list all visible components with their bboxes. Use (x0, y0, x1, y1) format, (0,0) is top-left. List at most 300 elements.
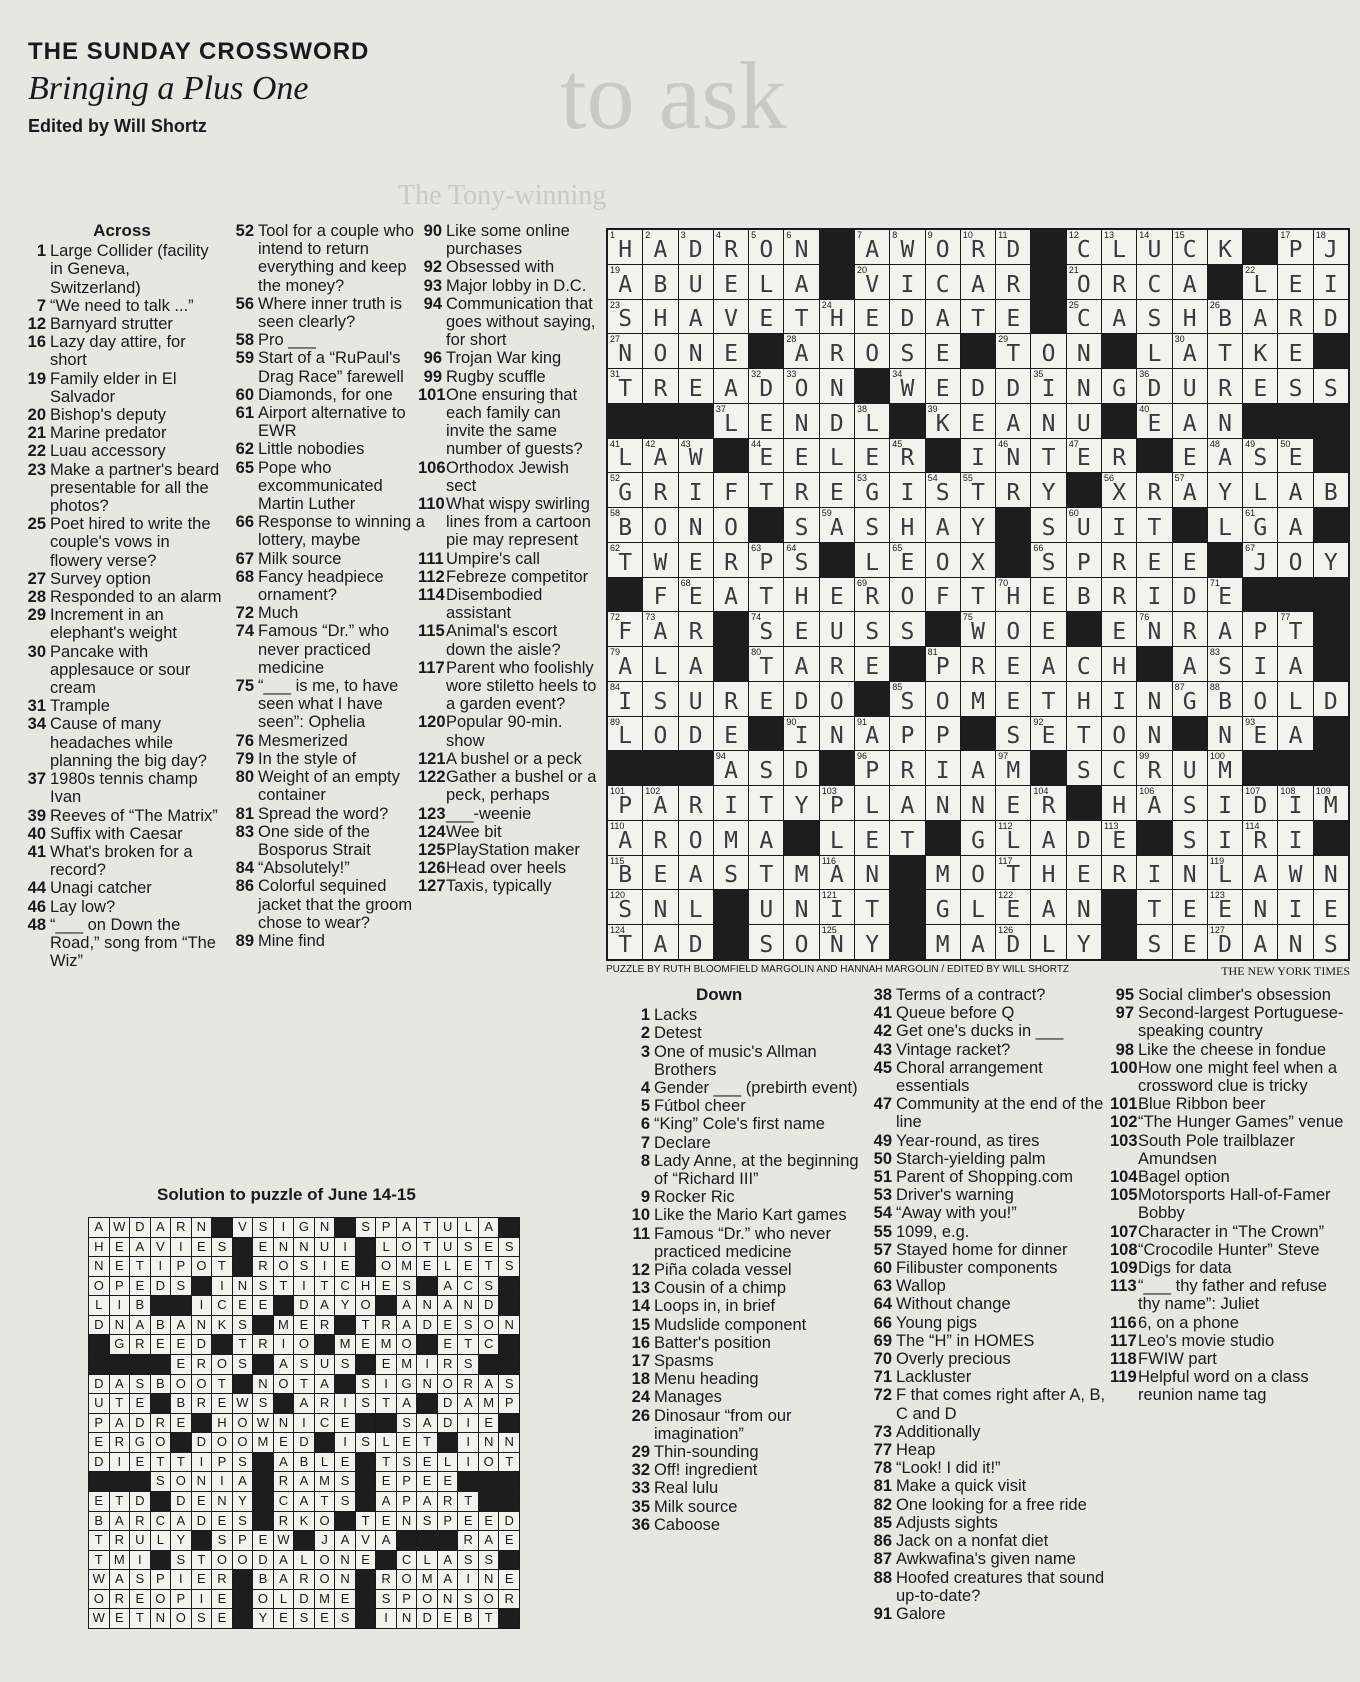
grid-cell[interactable] (1067, 890, 1101, 924)
grid-cell[interactable] (1314, 230, 1348, 264)
grid-cell[interactable] (679, 300, 713, 334)
grid-cell[interactable] (749, 751, 783, 785)
grid-cell[interactable] (608, 856, 642, 890)
grid-cell[interactable] (608, 890, 642, 924)
grid-cell[interactable] (608, 647, 642, 681)
grid-cell[interactable] (1137, 786, 1171, 820)
grid-cell[interactable] (1278, 369, 1312, 403)
grid-cell[interactable] (784, 473, 818, 507)
grid-cell[interactable] (1102, 786, 1136, 820)
grid-cell[interactable] (1314, 543, 1348, 577)
grid-cell[interactable] (961, 543, 995, 577)
grid-cell[interactable] (926, 786, 960, 820)
grid-cell[interactable] (784, 334, 818, 368)
grid-cell[interactable] (855, 334, 889, 368)
grid-cell[interactable] (784, 682, 818, 716)
grid-cell[interactable] (926, 404, 960, 438)
grid-cell[interactable] (679, 856, 713, 890)
grid-cell[interactable] (1031, 508, 1065, 542)
grid-cell[interactable] (643, 543, 677, 577)
grid-cell[interactable] (749, 369, 783, 403)
grid-cell[interactable] (784, 369, 818, 403)
grid-cell[interactable] (1102, 717, 1136, 751)
grid-cell[interactable] (996, 890, 1030, 924)
grid-cell[interactable] (926, 265, 960, 299)
grid-cell[interactable] (1208, 300, 1242, 334)
grid-cell[interactable] (1173, 578, 1207, 612)
grid-cell[interactable] (1173, 404, 1207, 438)
grid-cell[interactable] (820, 856, 854, 890)
grid-cell[interactable] (1173, 300, 1207, 334)
grid-cell[interactable] (1137, 612, 1171, 646)
grid-cell[interactable] (1208, 404, 1242, 438)
grid-cell[interactable] (679, 821, 713, 855)
grid-cell[interactable] (643, 369, 677, 403)
grid-cell[interactable] (1137, 265, 1171, 299)
grid-cell[interactable] (961, 404, 995, 438)
grid-cell[interactable] (714, 230, 748, 264)
grid-cell[interactable] (961, 786, 995, 820)
grid-cell[interactable] (643, 230, 677, 264)
grid-cell[interactable] (1208, 647, 1242, 681)
grid-cell[interactable] (1067, 334, 1101, 368)
grid-cell[interactable] (749, 647, 783, 681)
grid-cell[interactable] (749, 230, 783, 264)
grid-cell[interactable] (1067, 369, 1101, 403)
grid-cell[interactable] (608, 543, 642, 577)
grid-cell[interactable] (1102, 821, 1136, 855)
grid-cell[interactable] (643, 439, 677, 473)
grid-cell[interactable] (714, 300, 748, 334)
grid-cell[interactable] (784, 230, 818, 264)
grid-cell[interactable] (1031, 369, 1065, 403)
grid-cell[interactable] (890, 230, 924, 264)
grid-cell[interactable] (1243, 439, 1277, 473)
grid-cell[interactable] (1137, 578, 1171, 612)
grid-cell[interactable] (608, 821, 642, 855)
grid-cell[interactable] (890, 543, 924, 577)
grid-cell[interactable] (1243, 508, 1277, 542)
grid-cell[interactable] (855, 543, 889, 577)
grid-cell[interactable] (1173, 473, 1207, 507)
grid-cell[interactable] (1067, 543, 1101, 577)
grid-cell[interactable] (1031, 578, 1065, 612)
grid-cell[interactable] (855, 786, 889, 820)
grid-cell[interactable] (820, 578, 854, 612)
grid-cell[interactable] (1031, 439, 1065, 473)
grid-cell[interactable] (1173, 682, 1207, 716)
grid-cell[interactable] (1067, 925, 1101, 959)
grid-cell[interactable] (1208, 786, 1242, 820)
grid-cell[interactable] (679, 578, 713, 612)
grid-cell[interactable] (1243, 612, 1277, 646)
grid-cell[interactable] (714, 508, 748, 542)
grid-cell[interactable] (1173, 439, 1207, 473)
grid-cell[interactable] (1102, 369, 1136, 403)
grid-cell[interactable] (926, 473, 960, 507)
grid-cell[interactable] (1137, 230, 1171, 264)
grid-cell[interactable] (1278, 508, 1312, 542)
grid-cell[interactable] (1031, 786, 1065, 820)
grid-cell[interactable] (714, 682, 748, 716)
grid-cell[interactable] (1137, 508, 1171, 542)
grid-cell[interactable] (820, 925, 854, 959)
grid-cell[interactable] (1067, 265, 1101, 299)
grid-cell[interactable] (714, 334, 748, 368)
grid-cell[interactable] (714, 751, 748, 785)
grid-cell[interactable] (608, 925, 642, 959)
grid-cell[interactable] (855, 404, 889, 438)
grid-cell[interactable] (643, 890, 677, 924)
grid-cell[interactable] (961, 508, 995, 542)
grid-cell[interactable] (1067, 300, 1101, 334)
grid-cell[interactable] (926, 890, 960, 924)
grid-cell[interactable] (961, 856, 995, 890)
grid-cell[interactable] (926, 717, 960, 751)
grid-cell[interactable] (714, 265, 748, 299)
grid-cell[interactable] (855, 890, 889, 924)
grid-cell[interactable] (1031, 404, 1065, 438)
grid-cell[interactable] (1243, 890, 1277, 924)
grid-cell[interactable] (996, 786, 1030, 820)
grid-cell[interactable] (1243, 682, 1277, 716)
grid-cell[interactable] (1314, 925, 1348, 959)
grid-cell[interactable] (890, 821, 924, 855)
grid-cell[interactable] (784, 439, 818, 473)
grid-cell[interactable] (820, 821, 854, 855)
grid-cell[interactable] (926, 508, 960, 542)
grid-cell[interactable] (608, 334, 642, 368)
grid-cell[interactable] (1031, 647, 1065, 681)
grid-cell[interactable] (1278, 473, 1312, 507)
grid-cell[interactable] (855, 856, 889, 890)
grid-cell[interactable] (1278, 334, 1312, 368)
grid-cell[interactable] (1314, 682, 1348, 716)
grid-cell[interactable] (1243, 786, 1277, 820)
grid-cell[interactable] (643, 717, 677, 751)
grid-cell[interactable] (1243, 543, 1277, 577)
grid-cell[interactable] (961, 230, 995, 264)
grid-cell[interactable] (1067, 508, 1101, 542)
grid-cell[interactable] (996, 925, 1030, 959)
grid-cell[interactable] (608, 300, 642, 334)
grid-cell[interactable] (1173, 647, 1207, 681)
grid-cell[interactable] (1278, 925, 1312, 959)
grid-cell[interactable] (1102, 612, 1136, 646)
grid-cell[interactable] (996, 751, 1030, 785)
grid-cell[interactable] (679, 925, 713, 959)
grid-cell[interactable] (1208, 473, 1242, 507)
grid-cell[interactable] (1278, 300, 1312, 334)
grid-cell[interactable] (1208, 925, 1242, 959)
grid-cell[interactable] (961, 300, 995, 334)
grid-cell[interactable] (820, 473, 854, 507)
grid-cell[interactable] (1314, 856, 1348, 890)
grid-cell[interactable] (855, 751, 889, 785)
grid-cell[interactable] (749, 439, 783, 473)
grid-cell[interactable] (855, 439, 889, 473)
grid-cell[interactable] (820, 682, 854, 716)
grid-cell[interactable] (1278, 890, 1312, 924)
grid-cell[interactable] (679, 890, 713, 924)
grid-cell[interactable] (1173, 543, 1207, 577)
grid-cell[interactable] (855, 300, 889, 334)
grid-cell[interactable] (1137, 300, 1171, 334)
grid-cell[interactable] (608, 473, 642, 507)
grid-cell[interactable] (820, 647, 854, 681)
grid-cell[interactable] (784, 612, 818, 646)
grid-cell[interactable] (1102, 543, 1136, 577)
grid-cell[interactable] (1031, 925, 1065, 959)
grid-cell[interactable] (1102, 682, 1136, 716)
grid-cell[interactable] (714, 473, 748, 507)
grid-cell[interactable] (784, 647, 818, 681)
grid-cell[interactable] (1031, 543, 1065, 577)
grid-cell[interactable] (608, 439, 642, 473)
grid-cell[interactable] (1173, 821, 1207, 855)
grid-cell[interactable] (996, 821, 1030, 855)
grid-cell[interactable] (1278, 717, 1312, 751)
grid-cell[interactable] (1243, 334, 1277, 368)
grid-cell[interactable] (1208, 856, 1242, 890)
grid-cell[interactable] (961, 821, 995, 855)
grid-cell[interactable] (784, 856, 818, 890)
grid-cell[interactable] (679, 508, 713, 542)
grid-cell[interactable] (961, 751, 995, 785)
grid-cell[interactable] (1208, 751, 1242, 785)
grid-cell[interactable] (961, 369, 995, 403)
grid-cell[interactable] (679, 265, 713, 299)
grid-cell[interactable] (996, 230, 1030, 264)
grid-cell[interactable] (961, 925, 995, 959)
grid-cell[interactable] (926, 856, 960, 890)
grid-cell[interactable] (1278, 265, 1312, 299)
grid-cell[interactable] (996, 473, 1030, 507)
grid-cell[interactable] (1278, 439, 1312, 473)
grid-cell[interactable] (855, 578, 889, 612)
grid-cell[interactable] (820, 612, 854, 646)
grid-cell[interactable] (890, 751, 924, 785)
grid-cell[interactable] (1173, 925, 1207, 959)
grid-cell[interactable] (749, 821, 783, 855)
grid-cell[interactable] (1102, 856, 1136, 890)
grid-cell[interactable] (749, 786, 783, 820)
grid-cell[interactable] (1314, 786, 1348, 820)
grid-cell[interactable] (1243, 821, 1277, 855)
grid-cell[interactable] (643, 856, 677, 890)
grid-cell[interactable] (1067, 439, 1101, 473)
grid-cell[interactable] (679, 369, 713, 403)
grid-cell[interactable] (1137, 473, 1171, 507)
grid-cell[interactable] (961, 578, 995, 612)
grid-cell[interactable] (608, 717, 642, 751)
grid-cell[interactable] (961, 682, 995, 716)
grid-cell[interactable] (1102, 439, 1136, 473)
grid-cell[interactable] (784, 578, 818, 612)
grid-cell[interactable] (820, 717, 854, 751)
grid-cell[interactable] (1173, 265, 1207, 299)
grid-cell[interactable] (890, 300, 924, 334)
grid-cell[interactable] (890, 265, 924, 299)
grid-cell[interactable] (749, 404, 783, 438)
grid-cell[interactable] (1067, 230, 1101, 264)
grid-cell[interactable] (926, 647, 960, 681)
grid-cell[interactable] (643, 334, 677, 368)
grid-cell[interactable] (996, 717, 1030, 751)
grid-cell[interactable] (679, 543, 713, 577)
grid-cell[interactable] (714, 369, 748, 403)
grid-cell[interactable] (643, 925, 677, 959)
crossword-grid[interactable] (606, 228, 1350, 961)
grid-cell[interactable] (1208, 334, 1242, 368)
grid-cell[interactable] (784, 543, 818, 577)
grid-cell[interactable] (926, 543, 960, 577)
grid-cell[interactable] (820, 890, 854, 924)
grid-cell[interactable] (1278, 786, 1312, 820)
grid-cell[interactable] (608, 612, 642, 646)
grid-cell[interactable] (1314, 473, 1348, 507)
grid-cell[interactable] (996, 856, 1030, 890)
grid-cell[interactable] (820, 508, 854, 542)
grid-cell[interactable] (749, 543, 783, 577)
grid-cell[interactable] (643, 821, 677, 855)
grid-cell[interactable] (1137, 856, 1171, 890)
grid-cell[interactable] (1102, 578, 1136, 612)
grid-cell[interactable] (784, 786, 818, 820)
grid-cell[interactable] (820, 439, 854, 473)
grid-cell[interactable] (714, 821, 748, 855)
grid-cell[interactable] (890, 786, 924, 820)
grid-cell[interactable] (890, 508, 924, 542)
grid-cell[interactable] (679, 230, 713, 264)
grid-cell[interactable] (890, 473, 924, 507)
grid-cell[interactable] (749, 856, 783, 890)
grid-cell[interactable] (855, 265, 889, 299)
grid-cell[interactable] (1208, 821, 1242, 855)
grid-cell[interactable] (1243, 925, 1277, 959)
grid-cell[interactable] (1067, 647, 1101, 681)
grid-cell[interactable] (1102, 300, 1136, 334)
grid-cell[interactable] (714, 786, 748, 820)
grid-cell[interactable] (1208, 682, 1242, 716)
grid-cell[interactable] (608, 508, 642, 542)
grid-cell[interactable] (890, 717, 924, 751)
grid-cell[interactable] (1067, 751, 1101, 785)
grid-cell[interactable] (714, 717, 748, 751)
grid-cell[interactable] (1031, 334, 1065, 368)
grid-cell[interactable] (855, 230, 889, 264)
grid-cell[interactable] (643, 612, 677, 646)
grid-cell[interactable] (643, 473, 677, 507)
grid-cell[interactable] (890, 439, 924, 473)
grid-cell[interactable] (961, 890, 995, 924)
grid-cell[interactable] (1208, 717, 1242, 751)
grid-cell[interactable] (926, 334, 960, 368)
grid-cell[interactable] (926, 925, 960, 959)
grid-cell[interactable] (996, 404, 1030, 438)
grid-cell[interactable] (890, 612, 924, 646)
grid-cell[interactable] (1243, 473, 1277, 507)
grid-cell[interactable] (855, 821, 889, 855)
grid-cell[interactable] (1173, 230, 1207, 264)
grid-cell[interactable] (890, 682, 924, 716)
grid-cell[interactable] (643, 265, 677, 299)
grid-cell[interactable] (1137, 543, 1171, 577)
grid-cell[interactable] (855, 717, 889, 751)
grid-cell[interactable] (1208, 612, 1242, 646)
grid-cell[interactable] (1137, 890, 1171, 924)
grid-cell[interactable] (1208, 508, 1242, 542)
grid-cell[interactable] (1137, 751, 1171, 785)
grid-cell[interactable] (714, 543, 748, 577)
grid-cell[interactable] (1137, 404, 1171, 438)
grid-cell[interactable] (784, 890, 818, 924)
grid-cell[interactable] (1067, 717, 1101, 751)
grid-cell[interactable] (1067, 856, 1101, 890)
grid-cell[interactable] (855, 473, 889, 507)
grid-cell[interactable] (1314, 369, 1348, 403)
grid-cell[interactable] (996, 439, 1030, 473)
grid-cell[interactable] (679, 473, 713, 507)
grid-cell[interactable] (1208, 890, 1242, 924)
grid-cell[interactable] (1067, 821, 1101, 855)
grid-cell[interactable] (1173, 751, 1207, 785)
grid-cell[interactable] (996, 612, 1030, 646)
grid-cell[interactable] (1173, 856, 1207, 890)
grid-cell[interactable] (1173, 369, 1207, 403)
grid-cell[interactable] (679, 334, 713, 368)
grid-cell[interactable] (1243, 647, 1277, 681)
grid-cell[interactable] (679, 612, 713, 646)
grid-cell[interactable] (890, 369, 924, 403)
grid-cell[interactable] (784, 300, 818, 334)
grid-cell[interactable] (961, 647, 995, 681)
grid-cell[interactable] (784, 717, 818, 751)
grid-cell[interactable] (820, 786, 854, 820)
grid-cell[interactable] (855, 508, 889, 542)
grid-cell[interactable] (890, 578, 924, 612)
grid-cell[interactable] (1137, 682, 1171, 716)
grid-cell[interactable] (996, 578, 1030, 612)
grid-cell[interactable] (1208, 369, 1242, 403)
grid-cell[interactable] (1314, 890, 1348, 924)
grid-cell[interactable] (996, 265, 1030, 299)
grid-cell[interactable] (679, 717, 713, 751)
grid-cell[interactable] (1173, 334, 1207, 368)
grid-cell[interactable] (714, 856, 748, 890)
grid-cell[interactable] (749, 265, 783, 299)
grid-cell[interactable] (749, 578, 783, 612)
grid-cell[interactable] (679, 786, 713, 820)
grid-cell[interactable] (1243, 856, 1277, 890)
grid-cell[interactable] (749, 682, 783, 716)
grid-cell[interactable] (679, 647, 713, 681)
grid-cell[interactable] (1067, 682, 1101, 716)
grid-cell[interactable] (714, 578, 748, 612)
grid-cell[interactable] (961, 265, 995, 299)
grid-cell[interactable] (608, 265, 642, 299)
grid-cell[interactable] (1243, 300, 1277, 334)
grid-cell[interactable] (926, 300, 960, 334)
grid-cell[interactable] (1031, 821, 1065, 855)
grid-cell[interactable] (1243, 369, 1277, 403)
grid-cell[interactable] (643, 647, 677, 681)
grid-cell[interactable] (1067, 578, 1101, 612)
grid-cell[interactable] (1031, 612, 1065, 646)
grid-cell[interactable] (608, 230, 642, 264)
grid-cell[interactable] (1278, 821, 1312, 855)
grid-cell[interactable] (961, 473, 995, 507)
